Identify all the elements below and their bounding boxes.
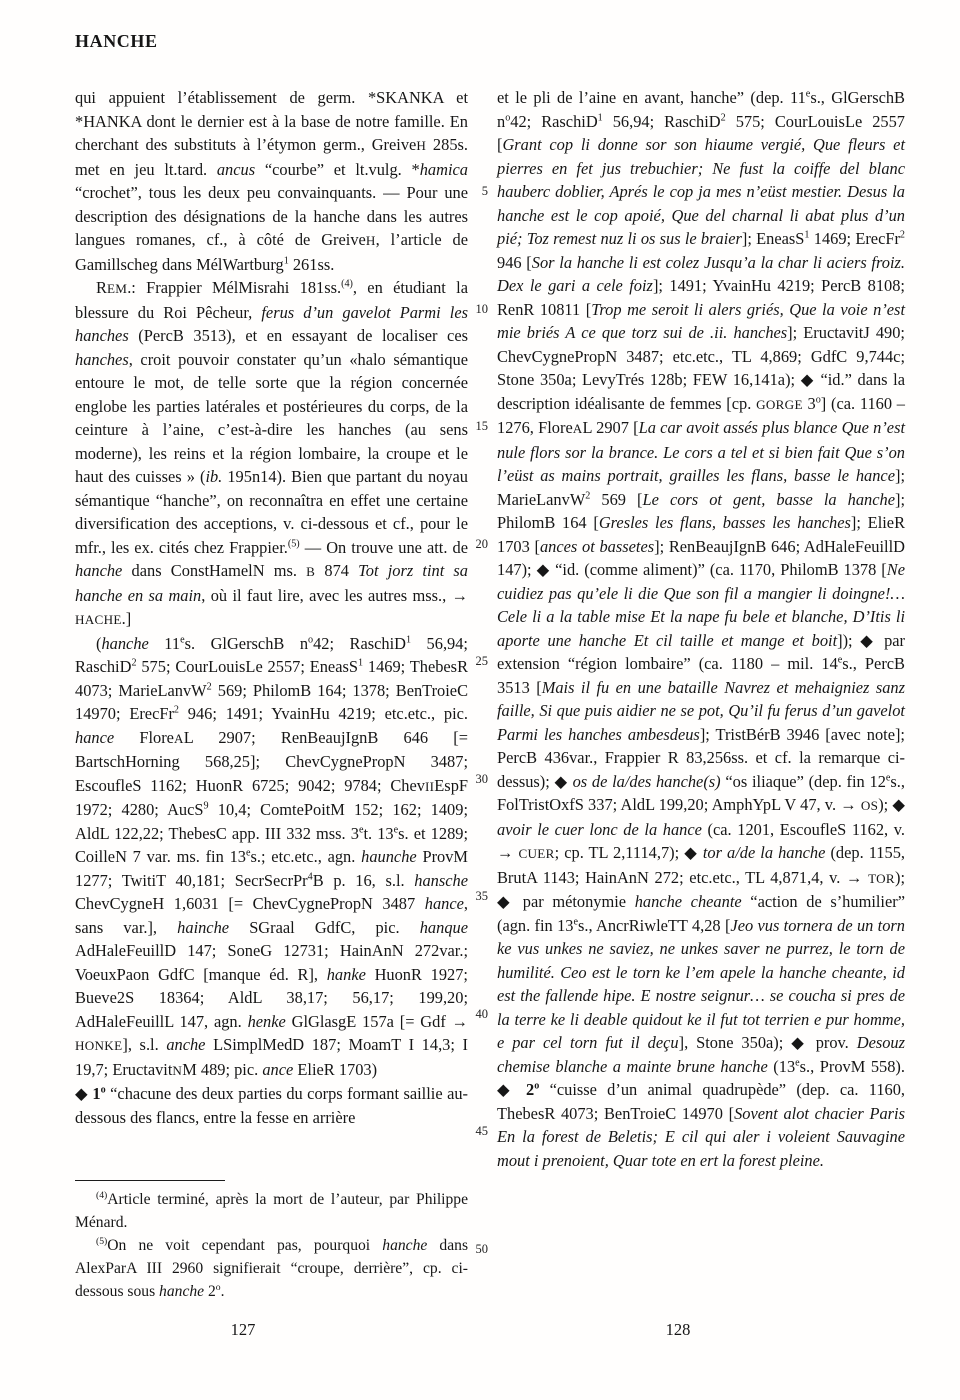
paragraph: REM.: Frappier MélMisrahi 181ss.$^{(4)}$, en étudiant la blessure du Roi Pêcheur, ferus d’un gavelot Parmi les hanches (PercB 3513), et en essayant de localiser ces hanches, croit pouvoir constater qu’un «halo sémantique entoure le mot, de telle sorte que la région concernée englobe les parties latérales et postérieures du corps, de la ceinture à l’aine, c’est-à-dire les hanches (au sens moderne), les reins et la région lombaire, la croupe et le haut des cuisses » (ib. 195n14). Bien que partant du noyau sémantique “hanche”, on reconnaîtra en effet une certaine diversification des acceptions, v. ci-dessous et cf., pour le mfr., les ex. cités chez Frappier.$^{(5)}$ — On trouve une att. de hanche dans ConstHamelN ms. B 874 Tot jorz tint sa hanche en sa main, où il faut lire, avec les autres mss., → HACHE.] xyxy=(75,278,469,628)
footnote-block xyxy=(75,1180,468,1303)
paragraph: et le pli de l’aine en avant, hanche” (dep. 11es., GlGerschB $n^o42$; RaschiD$^1$ 56,94; RaschiD$^2$ 575; CourLouisLe 2557 [Grant cop li donne sor son hiaume vergié, Que fleurs et pierres en fet jus trebuchier; Ne fust la coiffe del blanc hauberc doblier, Aprés le cop ja mes n’eüst mestier. Desus la hanche est le cop apoié, Que del charnal li abat plus d’un pié; Toz remest nuz li os sus le braier]; EneasS$^1$ 1469; ErecFr$^2$ 946 [Sor la hanche li est colez Jusqu’a la char li aciers froiz. Dex le gari a cele foiz]; 1491; YvainHu 4219; PercB 8108; RenR 10811 [Trop me seroit li alers griés, Que la voie n’est mie briés A ce que torz sui de .ii. hanches]; EructavitJ 490; ChevCygnePropN 3487; etc.etc., TL 4,869; GdfC 9,744c; Stone 350a; LevyTrés 128b; FEW 16,141a); ◆ “id.” dans la description idéalisante de femmes [cp. GORGE 3$^o$] (ca. 1160 – 1276, FloreAL 2907 [La car avoit assés plus blance Que n’est nule flors sor la brance. Le cors a tel et si bien fait Que s’on l’eüst as mains portrait, grailles les flans, basse le hance]; MarieLanvW$^2$ 569 [Le cors ot gent, basse la hanche]; PhilomB 164 [Gresles les flans, basses les hanches]; ElieR 1703 [ances ot bassetes]; RenBeaujIgnB 646; AdHaleFeuillD 147); ◆ “id. (comme aliment)” (ca. 1170, PhilomB 1378 [Ne cuidiez pas qu’ele li die Que son fil a mangier li doingne!… Cele li a la table mise Et la nape fu bele et blanche, D’Itis li aporte une hanche Et cil taille et mange et boit]); ◆ par extension “région lombaire” (ca. 1180 – mil. 14es., PercB 3513 [Mais il fu en une bataille Navrez et mehaigniez sanz faille, Si que puis aidier ne se pot, Qu’il fu ferus d’un gavelot Parmi les hanches ambesdeus]; TristBérB 3946 [avec note]; PercB 436var., Frappier R 83,256ss. et cf. la remarque ci-dessus); ◆ os de la/des hanche(s) “os iliaque” (dep. fin 12es., FolTristOxfS 337; AldL 199,20; AmphYpL V 47, v. → OS); ◆ avoir le cuer lonc de la hance (ca. 1201, EscoufleS 1162, v. → CUER; cp. TL 2,1114,7); ◆ tor a/de la hanche (dep. 1155, BrutA 1143; HainAnN 272; etc.etc., TL 4,871,4, v. → TOR); ◆ par métonymie hanche cheante “action de s’humilier” (agn. fin 13es., AncrRiwleTT 4,28 [Jeo vus tornera de un torn ke vus unkes ne saviez, ne unkes saver ne purrez, le torn de humilité. Ceo est le torn ke l’em apele la hanche cheante, id est the fallende hipe. E nostre seignur… se coucha si pres de la terre ke li deable quidout ke il fut tot terrien e pur homme, e par cel torn fut il deçu], Stone 350a); ◆ prov. Desouz chemise blanche a mainte brune hanche (13es., ProvM 558). ◆ 2$^o$ “cuisse d’un animal quadrupède” (dep. ca. 1160, ThebesR 4073; BenTroieC 14970 [Sovent alot chacier Paris En la forest de Beletis; E cil qui aler i voleient Sauvagine mout i prenoient, Quar tote en ert la forest pleine. xyxy=(497,88,906,1170)
line-number: 10 xyxy=(475,301,488,316)
running-head-headword: HANCHE xyxy=(75,31,158,51)
right-column-text xyxy=(497,86,905,1172)
line-number: 20 xyxy=(475,536,488,551)
line-number: 25 xyxy=(475,654,488,668)
line-number: 35 xyxy=(475,889,488,903)
left-column-text xyxy=(75,86,468,1129)
line-number: 15 xyxy=(475,419,488,433)
line-number: 45 xyxy=(475,1124,488,1138)
paragraph: ◆ 1$^o$ “chacune des deux parties du corps formant saillie au-dessous des flancs, entre la fesse en arrière xyxy=(75,1084,469,1127)
footnote-separator-rule xyxy=(75,1180,225,1181)
page-number-left: 127 xyxy=(230,1320,256,1339)
paragraph: (hanche 11es. GlGerschB $n^o42$; RaschiD$^1$ 56,94; RaschiD$^2$ 575; CourLouisLe 2557; EneasS$^1$ 1469; ThebesR 4073; MarieLanvW$^2$ 569; PhilomB 164; 1378; BenTroieC 14970; ErecFr$^2$ 946; 1491; YvainHu 4219; etc.etc., pic. hance FloreAL 2907; RenBeaujIgnB 646 [= BartschHorning 568,25]; ChevCygnePropN 3487; EscoufleS 1162; HuonR 6725; 9042; 9784; ChevIIEspF 1972; 4280; AucS$^9$ 10,4; ComtePoitM 152; 162; 1409; AldL 122,22; ThebesC app. III 332 mss. 3et. 13es. et 1289; CoilleN 7 var. ms. fin 13es.; etc.etc., agn. haunche ProvM 1277; TwitiT 40,181; SecrSecrPr$^4$B p. 16, s.l. hansche ChevCygneH 1,6031 [= ChevCygnePropN 3487 hance, sans var.], hainche SGraal GdfC, pic. hanque AdHaleFeuillD 147; SoneG 12731; HainAnN 272var.; VoeuxPaon GdfC [manque éd. R], hanke HuonR 1927; Bueve2S 18364; AldL 38,17; 56,17; 199,20; AdHaleFeuillL 147, agn. henke GlGlasgE 157a [= Gdf → HONKE], s.l. anche LSimplMedD 187; MoamT I 14,3; I 19,7; EructavitNM 489; pic. ance ElieR 1703) xyxy=(75,633,469,1079)
page-number-right: 128 xyxy=(665,1320,691,1339)
line-number: 50 xyxy=(475,1241,488,1256)
paragraph: $^{(4)}$Article terminé, après la mort de l’auteur, par Philippe Ménard. xyxy=(75,1189,468,1231)
line-number: 5 xyxy=(481,184,488,198)
line-number: 40 xyxy=(475,1006,488,1021)
paragraph: qui appuient l’établissement de germ. *SKANKA et *HANKA dont le dernier est à la base de notre famille. En cherchant des substituts à l’étymon germ., GreiveH 285s. met en jeu lt.tard. ancus “courbe” et lt.vulg. *hamica “crochet”, tous les deux peu convainquants. — Pour une description des désignations de la hanche dans les autres langues romanes, cf., à côté de GreiveH, l’article de Gamillscheg dans MélWartburg$^1$ 261ss. xyxy=(75,88,468,274)
footnote-text xyxy=(75,1188,468,1303)
paragraph: $^{(5)}$On ne voit cependant pas, pourquoi hanche dans AlexParA III 2960 signifierait “croupe, derrière”, cp. ci-dessous sous hanche 2$^o$. xyxy=(75,1235,469,1300)
line-number: 30 xyxy=(475,771,488,786)
